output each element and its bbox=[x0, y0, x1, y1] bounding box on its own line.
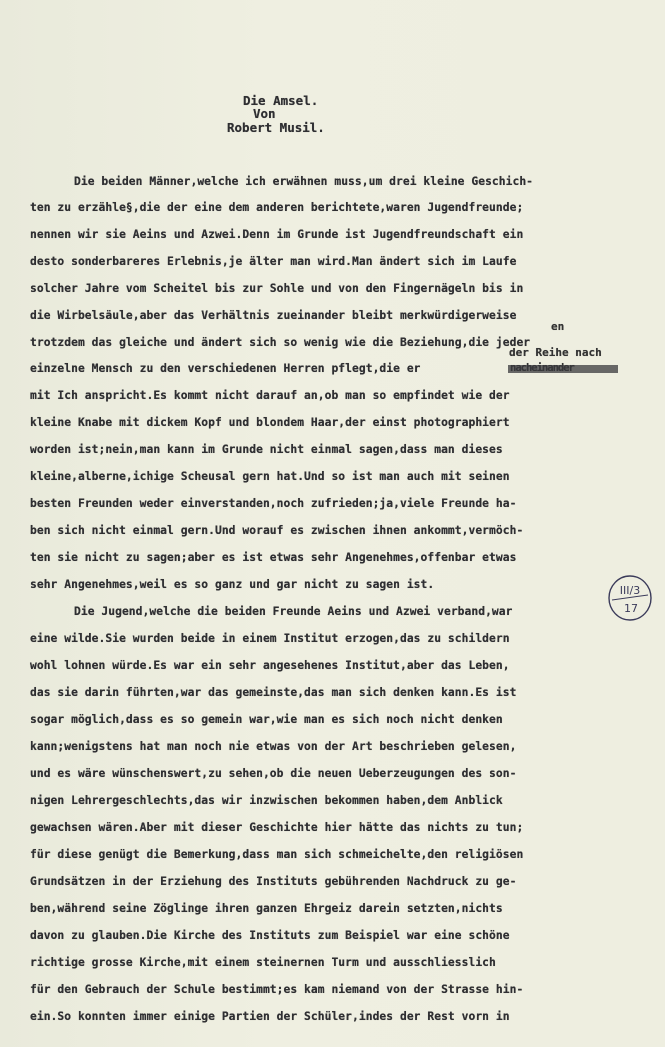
text-line: das sie darin führten,war das gemeinste,das man sich denken kann.Es ist bbox=[30, 686, 517, 699]
text-line: ben,während seine Zöglinge ihren ganzen Ehrgeiz darein setzten,nichts bbox=[30, 902, 503, 915]
text-line: sogar möglich,dass es so gemein war,wie man es sich noch nicht denken bbox=[30, 713, 503, 726]
text-line: sehr Angenehmes,weil es so ganz und gar nicht zu sagen ist. bbox=[30, 578, 435, 591]
text-line: und es wäre wünschenswert,zu sehen,ob die neuen Ueberzeugungen des son- bbox=[30, 767, 517, 780]
archive-stamp bbox=[606, 574, 654, 622]
text-line: Die Jugend,welche die beiden Freunde Aeins und Azwei verband,war bbox=[74, 605, 513, 618]
stamp-bottom: 17 bbox=[624, 602, 638, 615]
text-line: nennen wir sie Aeins und Azwei.Denn im Grunde ist Jugendfreundschaft ein bbox=[30, 228, 524, 241]
text-line: ten sie nicht zu sagen;aber es ist etwas sehr Angenehmes,offenbar etwas bbox=[30, 551, 517, 564]
text-line: für den Gebrauch der Schule bestimmt;es kam niemand von der Strasse hin- bbox=[30, 983, 524, 996]
strike-through-marks bbox=[508, 362, 620, 376]
document-title: Die Amsel. bbox=[243, 93, 319, 108]
text-line: Grundsätzen in der Erziehung des Instituts gebührenden Nachdruck zu ge- bbox=[30, 875, 517, 888]
text-line: ein.So konnten immer einige Partien der Schüler,indes der Rest vorn in bbox=[30, 1010, 510, 1023]
text-line: Die beiden Männer,welche ich erwähnen muss,um drei kleine Geschich- bbox=[74, 175, 534, 188]
text-line: nigen Lehrergeschlechts,das wir inzwischen bekommen haben,dem Anblick bbox=[30, 794, 503, 807]
text-line: besten Freunden weder einverstanden,noch zufrieden;ja,viele Freunde ha- bbox=[30, 497, 517, 510]
text-line: davon zu glauben.Die Kirche des Instituts zum Beispiel war eine schöne bbox=[30, 929, 510, 942]
text-line: einzelne Mensch zu den verschiedenen Herren pflegt,die er bbox=[30, 362, 421, 375]
text-line: wohl lohnen würde.Es war ein sehr angesehenes Institut,aber das Leben, bbox=[30, 659, 510, 672]
text-line: kleine Knabe mit dickem Kopf und blondem Haar,der einst photographiert bbox=[30, 416, 510, 429]
text-line: solcher Jahre vom Scheitel bis zur Sohle und von den Fingernägeln bis in bbox=[30, 282, 524, 295]
text-line: kann;wenigstens hat man noch nie etwas von der Art beschrieben gelesen, bbox=[30, 740, 517, 753]
text-line: richtige grosse Kirche,mit einem steinernen Turm und ausschliesslich bbox=[30, 956, 496, 969]
byline-von: Von bbox=[253, 106, 276, 121]
text-line: kleine,alberne,ichige Scheusal gern hat.Und so ist man auch mit seinen bbox=[30, 470, 510, 483]
text-line: trotzdem das gleiche und ändert sich so wenig wie die Beziehung,die jeder bbox=[30, 336, 531, 349]
author-name: Robert Musil. bbox=[227, 120, 325, 135]
correction-en: en bbox=[551, 320, 565, 333]
text-line: ten zu erzähle§,die der eine dem anderen berichtete,waren Jugendfreunde; bbox=[30, 201, 524, 214]
text-line: desto sonderbareres Erlebnis,je älter man wird.Man ändert sich im Laufe bbox=[30, 255, 517, 268]
text-line: für diese genügt die Bemerkung,dass man sich schmeichelte,den religiösen bbox=[30, 848, 524, 861]
text-line: worden ist;nein,man kann im Grunde nicht einmal sagen,dass man dieses bbox=[30, 443, 503, 456]
stamp-top: III/3 bbox=[619, 584, 641, 597]
text-line: die Wirbelsäule,aber das Verhältnis zueinander bleibt merkwürdigerweise bbox=[30, 309, 517, 322]
text-line: eine wilde.Sie wurden beide in einem Institut erzogen,das zu schildern bbox=[30, 632, 510, 645]
text-line: gewachsen wären.Aber mit dieser Geschichte hier hätte das nichts zu tun; bbox=[30, 821, 524, 834]
text-line: ben sich nicht einmal gern.Und worauf es zwischen ihnen ankommt,vermöch- bbox=[30, 524, 524, 537]
correction-der-reihe-nach: der Reihe nach bbox=[509, 346, 602, 359]
text-line: mit Ich anspricht.Es kommt nicht darauf an,ob man so empfindet wie der bbox=[30, 389, 510, 402]
